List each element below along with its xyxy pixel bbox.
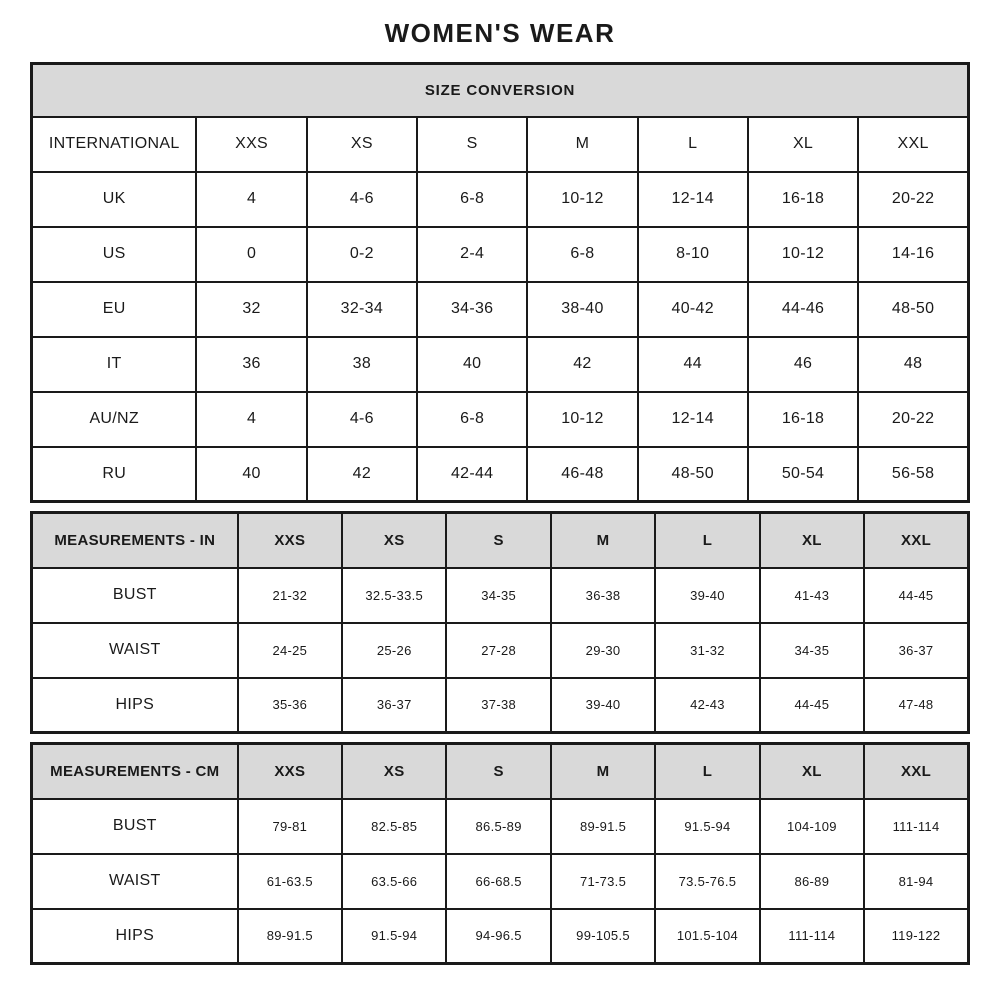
tables-container [30,62,970,965]
value-cell: 20-22 [858,172,968,227]
value-cell: 91.5-94 [342,909,446,964]
value-cell: 42 [527,337,637,392]
value-cell: 12-14 [638,172,748,227]
measurements-in-size-header-xxl: XXL [864,513,968,568]
value-cell: 101.5-104 [655,909,759,964]
size-conversion-table [30,62,970,503]
value-cell: 10-12 [527,172,637,227]
value-cell: 32-34 [307,282,417,337]
value-cell: 29-30 [551,623,655,678]
measurements-in-size-header-xl: XL [760,513,864,568]
value-cell: 10-12 [527,392,637,447]
value-cell: 39-40 [655,568,759,623]
value-cell: 111-114 [864,799,968,854]
value-cell: 40-42 [638,282,748,337]
value-cell: 16-18 [748,392,858,447]
measurements-cm-table [30,742,970,965]
measurements-cm-header-label: MEASUREMENTS - CM [32,744,238,799]
measurements-in-size-header-s: S [446,513,550,568]
table-row [32,909,969,964]
measurements-in-size-header-m: M [551,513,655,568]
value-cell: 42 [307,447,417,502]
value-cell: 47-48 [864,678,968,733]
value-cell: 86.5-89 [446,799,550,854]
table-row [32,854,969,909]
value-cell: 50-54 [748,447,858,502]
value-cell: 41-43 [760,568,864,623]
size-conversion-size-header-l: L [638,117,748,172]
page-title: WOMEN'S WEAR [384,18,616,48]
size-conversion-header-label: INTERNATIONAL [32,117,197,172]
table-row [32,568,969,623]
value-cell: 94-96.5 [446,909,550,964]
value-cell: 63.5-66 [342,854,446,909]
size-conversion-size-header-xxs: XXS [196,117,306,172]
row-label: BUST [32,799,238,854]
row-label: AU/NZ [32,392,197,447]
row-label: RU [32,447,197,502]
measurements-cm-size-header-xxl: XXL [864,744,968,799]
value-cell: 71-73.5 [551,854,655,909]
value-cell: 0 [196,227,306,282]
value-cell: 79-81 [238,799,342,854]
table-row [32,172,969,227]
value-cell: 4 [196,392,306,447]
measurements-cm-size-header-m: M [551,744,655,799]
value-cell: 6-8 [527,227,637,282]
value-cell: 36-38 [551,568,655,623]
row-label: WAIST [32,854,238,909]
value-cell: 4-6 [307,392,417,447]
table-row [32,623,969,678]
value-cell: 34-36 [417,282,527,337]
measurements-cm-size-header-s: S [446,744,550,799]
value-cell: 36-37 [864,623,968,678]
value-cell: 8-10 [638,227,748,282]
value-cell: 104-109 [760,799,864,854]
value-cell: 89-91.5 [551,799,655,854]
value-cell: 66-68.5 [446,854,550,909]
row-label: IT [32,337,197,392]
row-label: WAIST [32,623,238,678]
value-cell: 4 [196,172,306,227]
row-label: EU [32,282,197,337]
value-cell: 25-26 [342,623,446,678]
value-cell: 119-122 [864,909,968,964]
table-row [32,227,969,282]
value-cell: 34-35 [446,568,550,623]
value-cell: 20-22 [858,392,968,447]
table-row [32,678,969,733]
value-cell: 35-36 [238,678,342,733]
value-cell: 36-37 [342,678,446,733]
value-cell: 46 [748,337,858,392]
value-cell: 32.5-33.5 [342,568,446,623]
size-conversion-size-header-m: M [527,117,637,172]
row-label: UK [32,172,197,227]
value-cell: 111-114 [760,909,864,964]
measurements-in-header-label: MEASUREMENTS - IN [32,513,238,568]
row-label: HIPS [32,678,238,733]
size-conversion-title: SIZE CONVERSION [32,64,969,117]
value-cell: 37-38 [446,678,550,733]
value-cell: 86-89 [760,854,864,909]
size-conversion-title-row [32,64,969,117]
value-cell: 14-16 [858,227,968,282]
table-row [32,282,969,337]
value-cell: 91.5-94 [655,799,759,854]
value-cell: 40 [417,337,527,392]
measurements-cm-size-header-xs: XS [342,744,446,799]
measurements-in-size-header-l: L [655,513,759,568]
size-conversion-header-row [32,117,969,172]
measurements-cm-size-header-xl: XL [760,744,864,799]
value-cell: 12-14 [638,392,748,447]
value-cell: 48 [858,337,968,392]
size-conversion-size-header-xs: XS [307,117,417,172]
table-row [32,337,969,392]
value-cell: 44 [638,337,748,392]
measurements-in-size-header-xs: XS [342,513,446,568]
size-conversion-size-header-xl: XL [748,117,858,172]
value-cell: 6-8 [417,392,527,447]
value-cell: 42-43 [655,678,759,733]
value-cell: 73.5-76.5 [655,854,759,909]
measurements-cm-size-header-xxs: XXS [238,744,342,799]
value-cell: 32 [196,282,306,337]
row-label: BUST [32,568,238,623]
value-cell: 16-18 [748,172,858,227]
value-cell: 46-48 [527,447,637,502]
value-cell: 38 [307,337,417,392]
measurements-in-table [30,511,970,734]
value-cell: 81-94 [864,854,968,909]
measurements-cm-header-row [32,744,969,799]
value-cell: 48-50 [858,282,968,337]
value-cell: 89-91.5 [238,909,342,964]
value-cell: 56-58 [858,447,968,502]
value-cell: 44-45 [864,568,968,623]
measurements-in-size-header-xxs: XXS [238,513,342,568]
row-label: US [32,227,197,282]
value-cell: 61-63.5 [238,854,342,909]
value-cell: 36 [196,337,306,392]
size-conversion-size-header-s: S [417,117,527,172]
measurements-in-header-row [32,513,969,568]
measurements-cm-size-header-l: L [655,744,759,799]
value-cell: 44-46 [748,282,858,337]
row-label: HIPS [32,909,238,964]
value-cell: 38-40 [527,282,637,337]
value-cell: 39-40 [551,678,655,733]
table-row [32,447,969,502]
value-cell: 48-50 [638,447,748,502]
value-cell: 40 [196,447,306,502]
value-cell: 0-2 [307,227,417,282]
value-cell: 31-32 [655,623,759,678]
value-cell: 10-12 [748,227,858,282]
value-cell: 99-105.5 [551,909,655,964]
value-cell: 6-8 [417,172,527,227]
value-cell: 2-4 [417,227,527,282]
value-cell: 44-45 [760,678,864,733]
value-cell: 4-6 [307,172,417,227]
value-cell: 27-28 [446,623,550,678]
size-conversion-size-header-xxl: XXL [858,117,968,172]
value-cell: 21-32 [238,568,342,623]
value-cell: 24-25 [238,623,342,678]
table-row [32,799,969,854]
value-cell: 34-35 [760,623,864,678]
table-row [32,392,969,447]
value-cell: 42-44 [417,447,527,502]
value-cell: 82.5-85 [342,799,446,854]
